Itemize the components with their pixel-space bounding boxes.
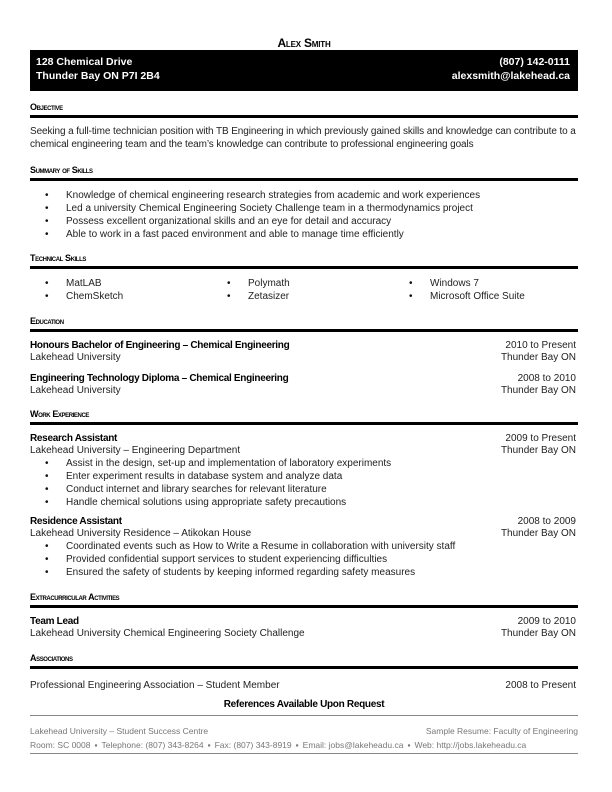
entry-title: Team Lead (30, 616, 79, 627)
section-divider (30, 115, 578, 118)
footer-telephone: Telephone: (807) 343-8264 (101, 740, 204, 750)
section-divider (30, 605, 578, 608)
entry-location: Thunder Bay ON (500, 628, 576, 639)
entry-location: Thunder Bay ON (500, 528, 576, 539)
work-entry (30, 516, 578, 579)
section-title: Objective (30, 102, 63, 112)
section-title: Technical Skills (30, 253, 86, 263)
section-technical-skills (30, 252, 578, 303)
separator-icon: ▪ (407, 740, 411, 750)
list-item: • Ensured the safety of students by keeping informed regarding safety measures (30, 566, 578, 579)
section-title: Education (30, 316, 64, 326)
list-item: • Possess excellent organizational skills and an eye for detail and accuracy (30, 215, 578, 228)
list-item: • Coordinated events such as How to Write a Resume in collaboration with university staff (30, 540, 578, 553)
section-objective (30, 101, 578, 151)
entry-dates: 2009 to Present (505, 433, 576, 444)
section-title: Extracurricular Activities (30, 592, 120, 602)
skills-columns (30, 277, 578, 303)
entry-dates: 2008 to 2010 (517, 373, 576, 384)
section-divider (30, 422, 578, 425)
footer-divider (30, 715, 578, 716)
entry-location: Thunder Bay ON (500, 445, 576, 456)
entry-organization: Lakehead University – Engineering Department (30, 445, 241, 456)
section-summary (30, 164, 578, 241)
entry-title: Engineering Technology Diploma – Chemical Engineering (30, 373, 289, 384)
contact-bar (30, 50, 578, 91)
footer-line-1 (30, 725, 578, 737)
section-title: Work Experience (30, 409, 90, 419)
section-education (30, 315, 578, 397)
entry-dates: 2009 to 2010 (517, 616, 576, 627)
section-divider (30, 329, 578, 332)
section-work-experience (30, 408, 578, 579)
activity-entry (30, 616, 578, 640)
association-name: Professional Engineering Association – Student Member (30, 680, 280, 691)
section-title: Associations (30, 653, 73, 663)
entry-organization: Lakehead University Chemical Engineering Society Challenge (30, 628, 305, 639)
candidate-name: Alex Smith (277, 36, 331, 50)
objective-text: Seeking a full-time technician position with TB Engineering in which previously gained skills and knowledge can contribute to a chemical engineering team and the team’s knowledge can contribute to professional engineering goals (30, 126, 576, 150)
entry-organization: Lakehead University Residence – Atikokan House (30, 528, 252, 539)
footer-web: Web: http://jobs.lakeheadu.ca (414, 740, 527, 750)
list-item: • Provided confidential support services to student experiencing difficulties (30, 553, 578, 566)
skills-column (212, 277, 394, 303)
footer-fax: Fax: (807) 343-8919 (214, 740, 292, 750)
list-item: • Windows 7 (394, 277, 576, 290)
entry-title: Residence Assistant (30, 516, 122, 527)
list-item: • Handle chemical solutions using appropriate safety precautions (30, 496, 578, 509)
entry-institution: Lakehead University (30, 385, 121, 396)
entry-dates: 2008 to 2009 (517, 516, 576, 527)
education-entry (30, 373, 578, 397)
references-note: References Available Upon Request (223, 699, 385, 710)
entry-dates: 2008 to Present (505, 680, 576, 691)
entry-title: Research Assistant (30, 433, 118, 444)
list-item: • Enter experiment results in database system and analyze data (30, 470, 578, 483)
phone: (807) 142-0111 (499, 56, 570, 68)
skills-column (394, 277, 576, 303)
email: alexsmith@lakehead.ca (451, 70, 570, 82)
separator-icon: ▪ (94, 740, 98, 750)
entry-title: Honours Bachelor of Engineering – Chemical Engineering (30, 340, 290, 351)
address-line-2: Thunder Bay ON P7I 2B4 (36, 70, 160, 82)
list-item: • Able to work in a fast paced environment and able to manage time efficiently (30, 228, 578, 241)
list-item: • ChemSketch (30, 290, 212, 303)
entry-dates: 2010 to Present (505, 340, 576, 351)
association-entry (30, 680, 578, 692)
separator-icon: ▪ (295, 740, 299, 750)
list-item: • Zetasizer (212, 290, 394, 303)
footer-room: Room: SC 0008 (30, 740, 91, 750)
section-extracurricular (30, 591, 578, 640)
section-divider (30, 178, 578, 181)
duties-list (30, 457, 578, 509)
section-divider (30, 266, 578, 269)
section-divider (30, 666, 578, 669)
education-entry (30, 340, 578, 364)
list-item: • Conduct internet and library searches for relevant literature (30, 483, 578, 496)
section-associations (30, 652, 578, 692)
footer-doc-title: Sample Resume: Faculty of Engineering (425, 726, 578, 736)
list-item: • Led a university Chemical Engineering Society Challenge team in a thermodynamics project (30, 202, 578, 215)
list-item: • MatLAB (30, 277, 212, 290)
list-item: • Polymath (212, 277, 394, 290)
section-title: Summary of Skills (30, 165, 93, 175)
list-item: • Knowledge of chemical engineering research strategies from academic and work experiences (30, 189, 578, 202)
footer-email: Email: jobs@lakeheadu.ca (302, 740, 404, 750)
work-entry (30, 433, 578, 509)
entry-location: Thunder Bay ON (500, 385, 576, 396)
entry-location: Thunder Bay ON (500, 352, 576, 363)
list-item: • Microsoft Office Suite (394, 290, 576, 303)
skills-column (30, 277, 212, 303)
footer-divider (30, 753, 578, 754)
duties-list (30, 540, 578, 579)
summary-list (30, 189, 578, 241)
list-item: • Assist in the design, set-up and implementation of laboratory experiments (30, 457, 578, 470)
footer-line-2 (30, 739, 578, 751)
entry-institution: Lakehead University (30, 352, 121, 363)
address-line-1: 128 Chemical Drive (36, 56, 133, 68)
separator-icon: ▪ (207, 740, 211, 750)
footer-org: Lakehead University – Student Success Centre (30, 726, 209, 736)
